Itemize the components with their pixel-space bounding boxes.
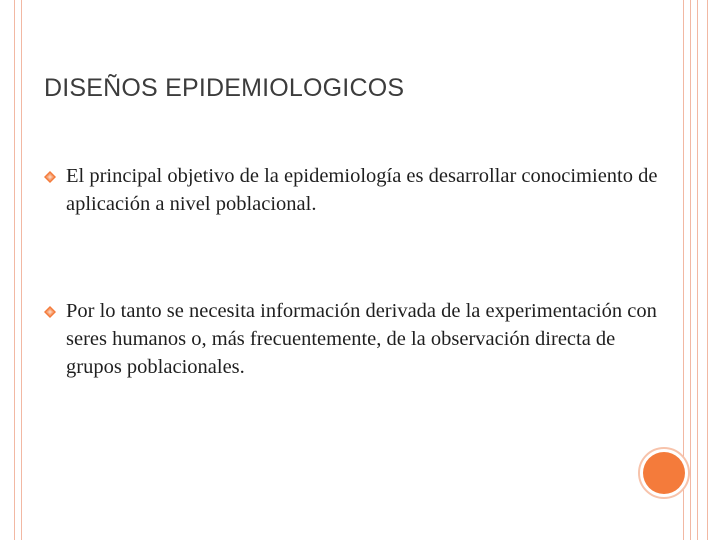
slide-title: DISEÑOS EPIDEMIOLOGICOS (44, 74, 405, 102)
bullet-item (44, 162, 664, 218)
bullet-text: El principal objetivo de la epidemiología es desarrollar conocimiento de aplicación a nivel poblacional. (66, 165, 658, 215)
bullet-text: Por lo tanto se necesita información derivada de la experimentación con seres humanos o, más frecuentemente, de la observación directa de grupos poblacionales. (66, 300, 657, 378)
diamond-bullet-icon (44, 306, 56, 318)
decorative-orange-circle (643, 452, 685, 494)
diamond-bullet-icon (44, 171, 56, 183)
right-border-line (707, 0, 708, 540)
right-border-decoration (690, 0, 698, 540)
bullet-item (44, 297, 664, 381)
left-border-decoration (14, 0, 22, 540)
